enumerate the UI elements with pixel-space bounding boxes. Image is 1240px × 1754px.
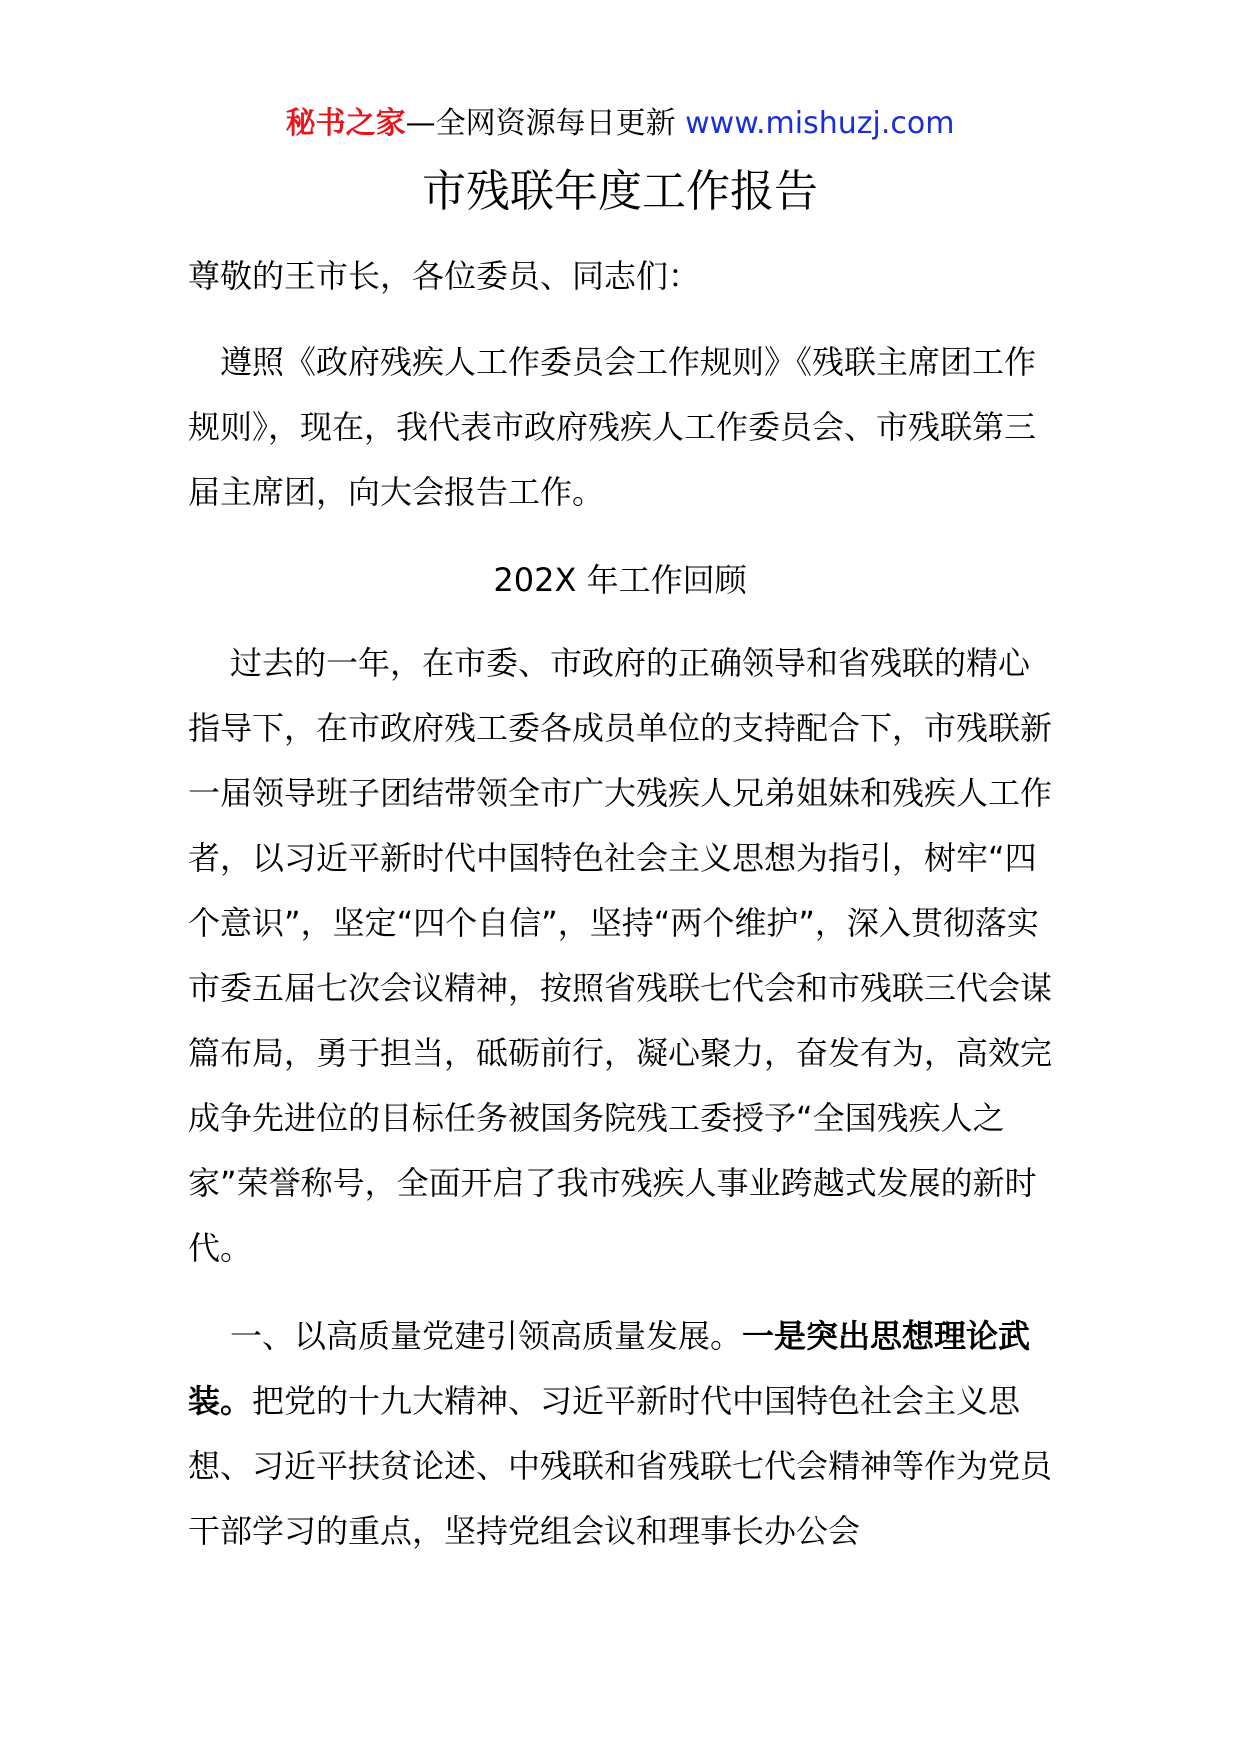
brand-name: 秘书之家 [285, 106, 406, 141]
site-header [0, 100, 1240, 148]
salutation: 尊敬的王市长，各位委员、同志们： [188, 257, 701, 295]
document-title: 市残联年度工作报告 [422, 166, 818, 217]
review-paragraph: 过去的一年，在市委、市政府的正确领导和省残联的精心指导下，在市政府残工委各成员单位的支持配合下，市残联新一届领导班子团结带领全市广大残疾人兄弟姐妹和残疾人工作者，以习近平新时代中国特色社会主义思想为指引，树牢“四个意识”，坚定“四个自信”，坚持“两个维护”，深入贯彻落实市委五届七次会议精神，按照省残联七代会和市残联三代会谋篇布局，勇于担当，砥砺前行，凝心聚力，奋发有为，高效完成争先进位的目标任务被国务院残工委授予“全国残疾人之家”荣誉称号，全面开启了我市残疾人事业跨越式发展的新时代。 [188, 644, 1053, 1267]
point-one-bold-heading: 一是突出思想理论武装。 [188, 1317, 1031, 1420]
point-one-lead: 一、以高质量党建引领高质量发展。 [230, 1317, 743, 1355]
header-slogan: —全网资源每日更新 [405, 106, 676, 141]
site-url-link[interactable]: www.mishuzj.com [685, 106, 955, 141]
point-one-paragraph [188, 1304, 1052, 1564]
point-one-text: 把党的十九大精神、习近平新时代中国特色社会主义思想、习近平扶贫论述、中残联和省残联七代会精神等作为党员干部学习的重点，坚持党组会议和理事长办公会 [188, 1382, 1053, 1550]
intro-paragraph: 遵照《政府残疾人工作委员会工作规则》《残联主席团工作规则》，现在，我代表市政府残疾人工作委员会、市残联第三届主席团，向大会报告工作。 [188, 343, 1037, 511]
section-heading: 202X 年工作回顾 [493, 561, 747, 599]
